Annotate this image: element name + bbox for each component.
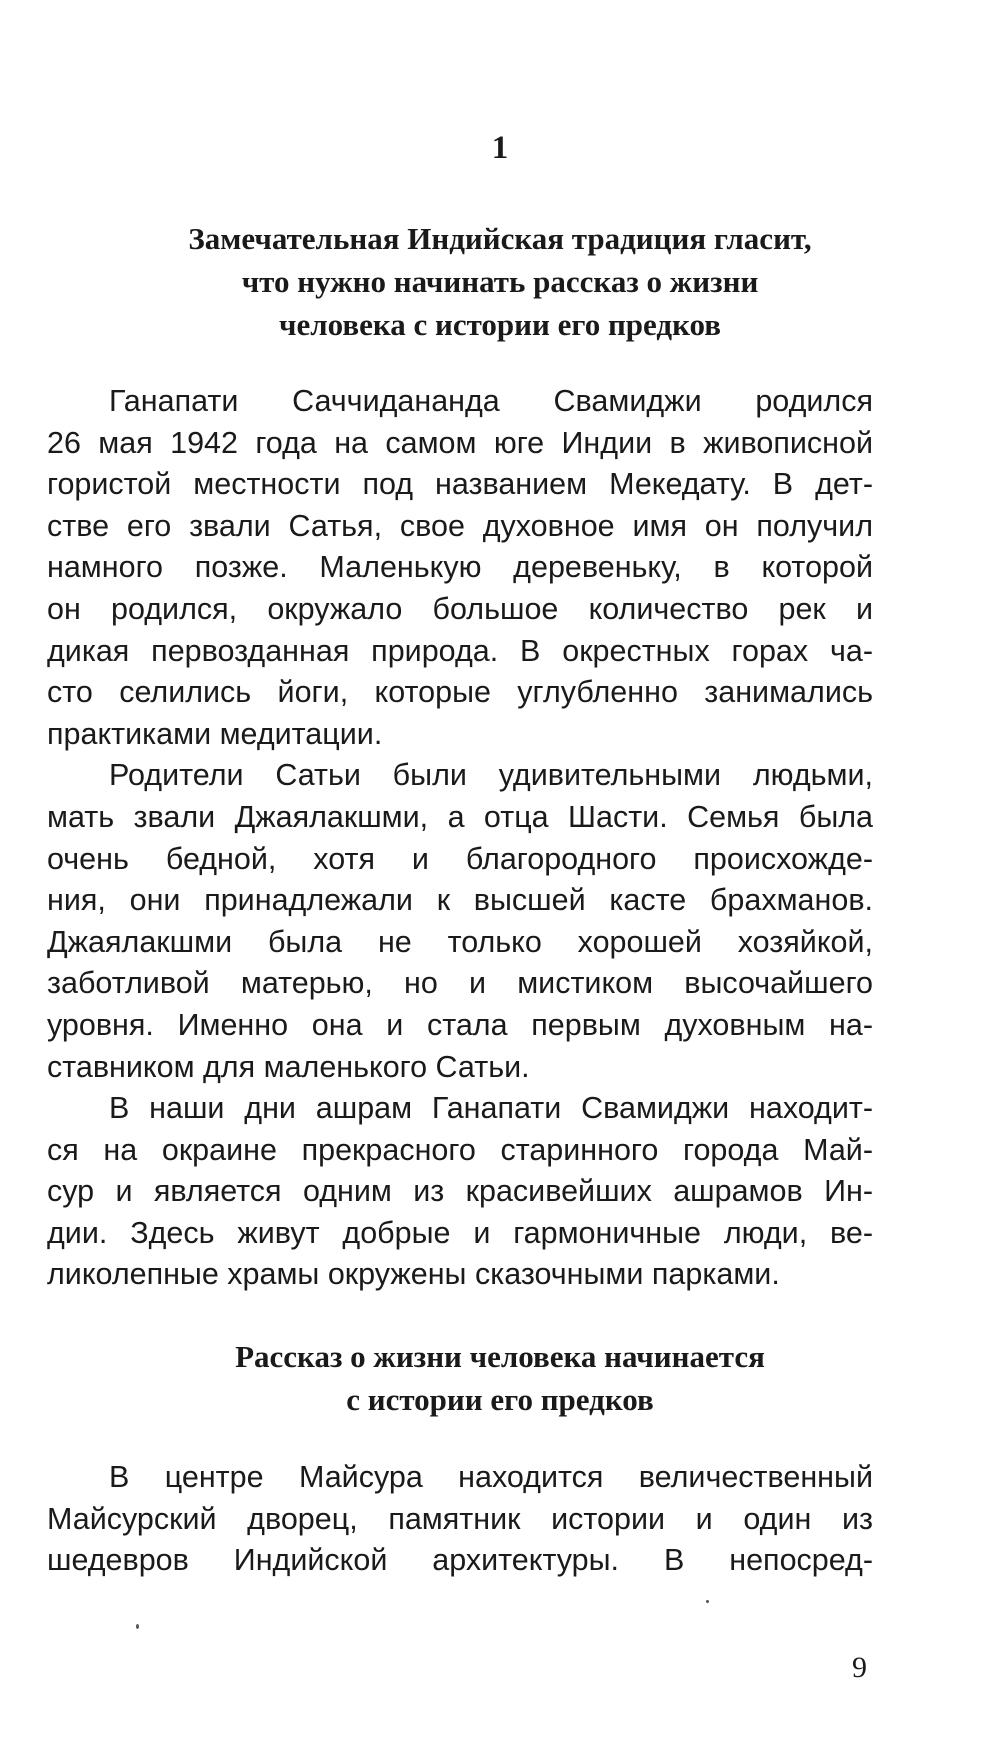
scan-speck bbox=[706, 1600, 709, 1603]
text-line: В наши дни ашрам Ганапати Свамиджи находит- bbox=[109, 1091, 873, 1126]
text-line: сто селились йоги, которые углубленно занимались bbox=[47, 675, 873, 710]
text-line: Майсурский дворец, памятник истории и один из bbox=[47, 1501, 873, 1536]
text-line: он родился, окружало большое количество рек и bbox=[47, 591, 873, 626]
text-line: Ганапати Саччидананда Свамиджи родился bbox=[109, 384, 873, 418]
text-line: дикая первозданная природа. В окрестных горах ча- bbox=[47, 633, 873, 668]
section-heading bbox=[0, 1335, 1000, 1421]
text-line: дии. Здесь живут добрые и гармоничные люди, ве- bbox=[47, 1215, 873, 1250]
text-line: 26 мая 1942 года на самом юге Индии в живописной bbox=[47, 425, 873, 460]
text-line: ликолепные храмы окружены сказочными парками. bbox=[47, 1257, 780, 1292]
text-line: заботливой матерью, но и мистиком высочайшего bbox=[47, 966, 873, 1001]
body-text-section-2 bbox=[47, 1457, 873, 1582]
text-line: сур и является одним из красивейших ашрамов Ин- bbox=[47, 1174, 873, 1209]
text-line: В центре Майсура находится величественный bbox=[109, 1460, 873, 1494]
scan-speck bbox=[136, 1624, 139, 1629]
chapter-number: 1 bbox=[491, 130, 509, 166]
heading-line: Рассказ о жизни человека начинается bbox=[235, 1339, 765, 1374]
text-line: уровня. Именно она и стала первым духовным на- bbox=[47, 1007, 873, 1042]
paragraph-4 bbox=[47, 1457, 873, 1582]
chapter-heading bbox=[0, 217, 1000, 346]
text-line: практиками медитации. bbox=[47, 716, 383, 751]
text-line: очень бедной, хотя и благородного происхожде- bbox=[47, 841, 873, 876]
heading-line: Замечательная Индийская традиция гласит, bbox=[188, 221, 812, 256]
paragraph-1 bbox=[47, 381, 873, 755]
text-line: Родители Сатьи были удивительными людьми, bbox=[109, 758, 873, 793]
text-line: шедевров Индийской архитектуры. В непосред- bbox=[47, 1543, 873, 1578]
text-line: мать звали Джаялакшми, а отца Шасти. Семья была bbox=[47, 799, 873, 834]
text-line: гористой местности под названием Мекедату. В дет- bbox=[47, 467, 873, 502]
paragraph-3 bbox=[47, 1088, 873, 1296]
page-number: 9 bbox=[852, 1651, 867, 1684]
heading-line: человека с истории его предков bbox=[278, 307, 722, 342]
text-line: Джаялакшми была не только хорошей хозяйкой, bbox=[47, 924, 873, 959]
text-line: намного позже. Маленькую деревеньку, в которой bbox=[47, 550, 873, 585]
heading-line: с истории его предков bbox=[346, 1382, 654, 1417]
body-text-section-1 bbox=[47, 381, 873, 1296]
text-line: ставником для маленького Сатьи. bbox=[47, 1049, 530, 1084]
paragraph-2 bbox=[47, 755, 873, 1088]
text-line: ния, они принадлежали к высшей касте брахманов. bbox=[47, 883, 873, 918]
text-line: стве его звали Сатья, свое духовное имя он получил bbox=[47, 508, 873, 543]
heading-line: что нужно начинать рассказ о жизни bbox=[241, 264, 759, 299]
text-line: ся на окраине прекрасного старинного города Май- bbox=[47, 1132, 873, 1167]
